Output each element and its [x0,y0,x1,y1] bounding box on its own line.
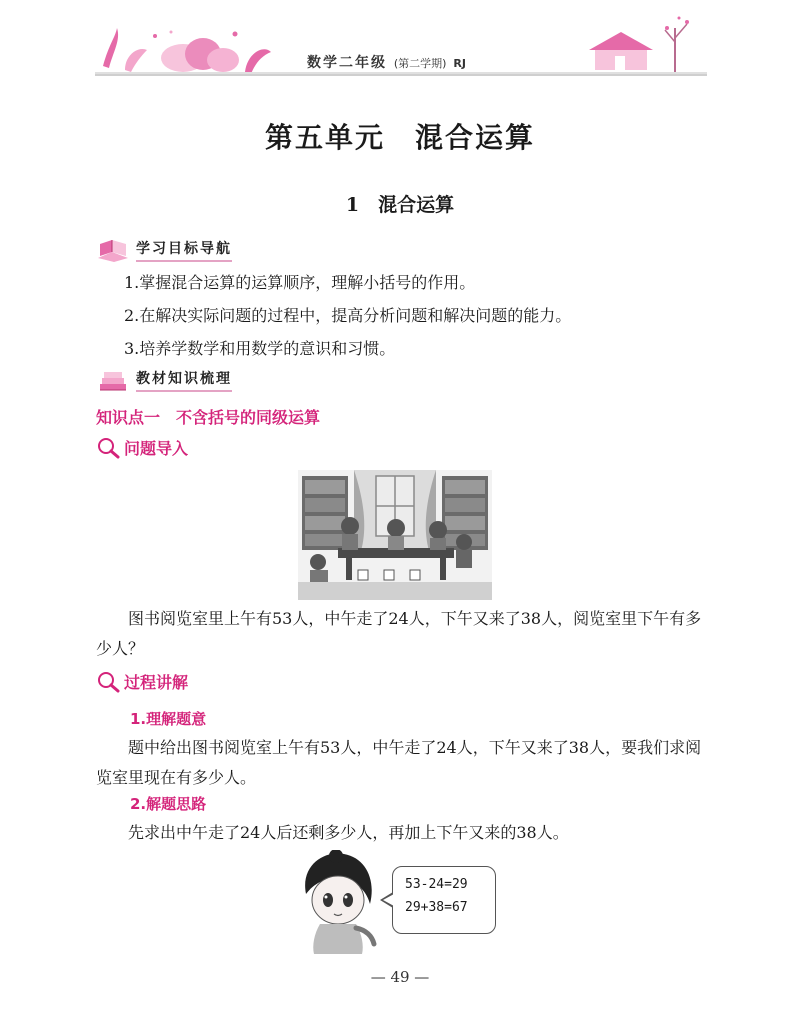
step-title: 1.理解题意 [130,710,207,728]
page-header [95,14,707,84]
goal-item: 3.培养学数学和用数学的意识和习惯。 [124,339,396,358]
decorative-flowers-left [95,24,285,74]
step-text: 先求出中午走了24人后还剩多少人，再加上下午又来的38人。 [128,823,569,842]
problem-text: 图书阅览室里上午有53人，中午走了24人，下午又来了38人，阅览室里下午有多少人？ [96,609,702,658]
knowledge-point-title: 知识点一 不含括号的同级运算 [96,408,321,427]
lesson-title: 1 混合运算 [345,194,455,216]
page-number: — 49 — [370,968,430,986]
section-label-text: 学习目标导航 [136,238,232,262]
reading-room-illustration [298,470,492,600]
header-divider [95,72,707,76]
speech-bubble-tail-inner [383,894,394,906]
goal-item: 2.在解决实际问题的过程中，提高分析问题和解决问题的能力。 [124,306,572,325]
goal-item: 1.掌握混合运算的运算顺序，理解小括号的作用。 [124,273,476,292]
explanation-heading: 过程讲解 [96,670,188,693]
step-text: 题中给出图书阅览室上午有53人，中午走了24人，下午又来了38人，要我们求阅览室里现在有多少人。 [96,738,702,787]
magnifier-icon [96,671,122,693]
header-title: 数学二年级 (第二学期) RJ [307,55,466,71]
decorative-house-tree [585,14,707,74]
calculation-step: 53-24=29 [405,877,468,892]
book-icon [96,238,130,262]
section-learning-goals [96,236,232,264]
books-stack-icon [96,368,130,392]
unit-title: 第五单元 混合运算 [264,121,535,154]
section-label-text: 教材知识梳理 [136,368,232,392]
girl-illustration [296,850,380,954]
calculation-step: 29+38=67 [405,900,468,915]
step-title: 2.解题思路 [130,795,207,813]
speech-bubble [392,866,496,934]
magnifier-icon [96,437,122,459]
section-knowledge-review [96,366,232,394]
intro-heading: 问题导入 [96,436,188,459]
